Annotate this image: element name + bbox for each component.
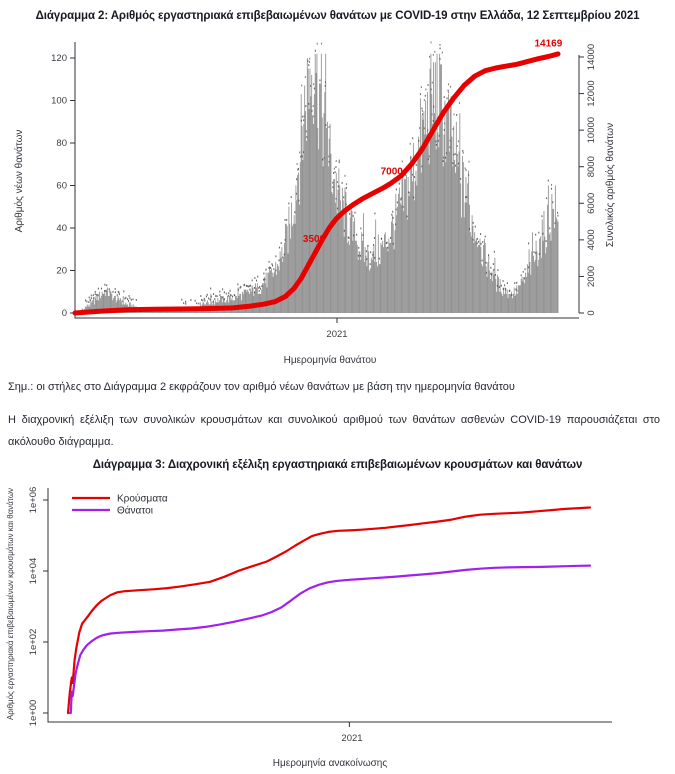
legend-deaths-label: Θάνατοι bbox=[117, 505, 153, 517]
svg-text:14000: 14000 bbox=[586, 43, 597, 71]
svg-text:20: 20 bbox=[56, 265, 67, 277]
chart3-axes bbox=[28, 487, 612, 727]
svg-text:120: 120 bbox=[51, 53, 67, 64]
svg-text:60: 60 bbox=[56, 180, 67, 192]
chart3-legend bbox=[72, 493, 168, 517]
svg-text:4000: 4000 bbox=[586, 229, 597, 251]
svg-text:8000: 8000 bbox=[586, 156, 597, 178]
chart2-x-tick-2021: 2021 bbox=[326, 329, 348, 340]
chart3-y-axis-title: Αριθμός εργαστηριακά επιβεβαιωμένων κρουσμάτων και θανάτων bbox=[5, 471, 15, 720]
chart3-x-axis-title: Ημερομηνία ανακοίνωσης bbox=[272, 758, 388, 769]
chart2-right-axis-title: Συνολικός αριθμός θανάτων bbox=[605, 122, 616, 248]
svg-text:1e+04: 1e+04 bbox=[28, 557, 39, 585]
chart3-series-lines bbox=[68, 508, 590, 714]
svg-text:100: 100 bbox=[51, 95, 67, 107]
svg-text:0: 0 bbox=[61, 308, 67, 319]
svg-text:6000: 6000 bbox=[586, 192, 597, 214]
svg-text:2000: 2000 bbox=[586, 265, 597, 287]
svg-text:14169: 14169 bbox=[534, 38, 563, 50]
svg-text:1e+00: 1e+00 bbox=[28, 699, 39, 727]
chart3-title: Διάγραμμα 3: Διαχρονική εξέλιξη εργαστηριακά επιβεβαιωμένων κρουσμάτων και θανάτων bbox=[92, 459, 583, 471]
svg-text:3500: 3500 bbox=[302, 234, 326, 245]
svg-text:80: 80 bbox=[56, 138, 67, 149]
svg-text:1e+06: 1e+06 bbox=[28, 486, 39, 514]
svg-text:0: 0 bbox=[586, 310, 597, 316]
chart2-title: Διάγραμμα 2: Αριθμός εργαστηριακά επιβεβαιωμένων θανάτων με COVID-19 στην Ελλάδα, 12 Σεπτεμβρίου 2021 bbox=[35, 10, 640, 22]
legend-cases-label: Κρούσματα bbox=[117, 493, 168, 505]
chart2-x-axis-title: Ημερομηνία θανάτου bbox=[283, 355, 377, 366]
note-under-chart2: Σημ.: οι στήλες στο Διάγραμμα 2 εκφράζουν τον αριθμό νέων θανάτων με βάση την ημερομηνία θανάτου bbox=[8, 381, 515, 393]
svg-text:40: 40 bbox=[56, 223, 67, 234]
intro-paragraph-chart3: Η διαχρονική εξέλιξη των συνολικών κρουσμάτων και συνολικού αριθμού των θανάτων ασθενών COVID-19 παρουσιάζεται στο ακόλουθο διάγραμμα. bbox=[8, 414, 660, 448]
svg-text:10000: 10000 bbox=[586, 116, 597, 144]
chart2-left-axis-title: Αριθμός νέων θανάτων bbox=[14, 129, 25, 233]
svg-text:1e+02: 1e+02 bbox=[28, 628, 39, 656]
svg-text:12000: 12000 bbox=[586, 80, 597, 107]
svg-text:7000: 7000 bbox=[380, 166, 403, 178]
chart3-x-tick-2021: 2021 bbox=[341, 733, 363, 744]
